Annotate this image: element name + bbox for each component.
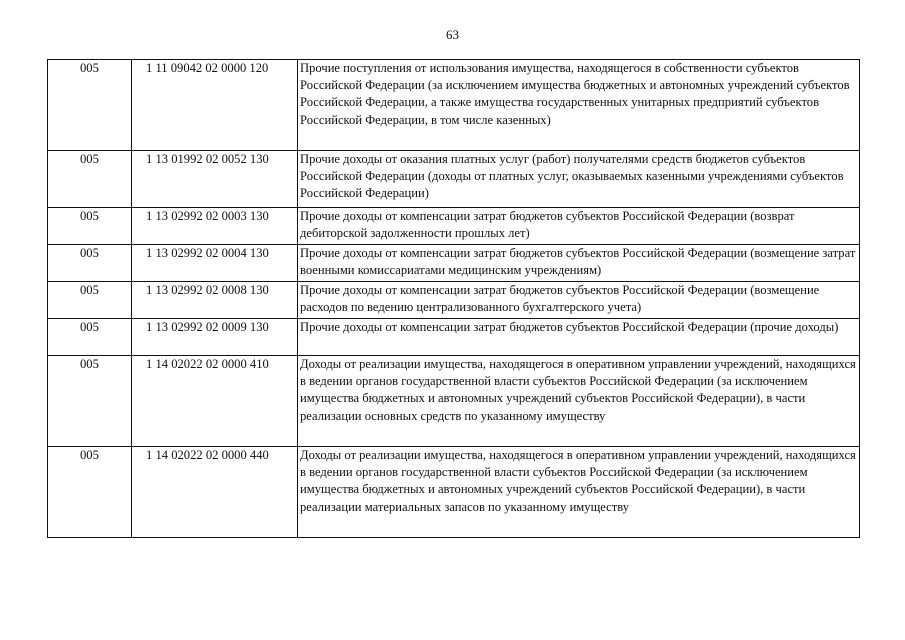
admin-code-cell: 005	[48, 356, 132, 447]
table-row	[48, 60, 860, 151]
description-cell: Прочие доходы от компенсации затрат бюджетов субъектов Российской Федерации (возмещение расходов по ведению централизованного бухгалтерского учета)	[298, 282, 860, 319]
admin-code-cell: 005	[48, 245, 132, 282]
admin-code-cell: 005	[48, 60, 132, 151]
table-row	[48, 208, 860, 245]
budget-code-cell: 1 13 01992 02 0052 130	[132, 151, 298, 208]
table-row	[48, 319, 860, 356]
description-cell: Доходы от реализации имущества, находящегося в оперативном управлении учреждений, находящихся в ведении органов государственной власти субъектов Российской Федерации (за исключением имущества бюджетных и автономных учреждений субъектов Российской Федерации), в части реализации основных средств по указанному имуществу	[298, 356, 860, 447]
budget-code-cell: 1 13 02992 02 0009 130	[132, 319, 298, 356]
table-row	[48, 151, 860, 208]
revenue-codes-table	[47, 59, 860, 538]
page-number: 63	[446, 27, 459, 42]
table-row	[48, 245, 860, 282]
description-cell: Прочие доходы от компенсации затрат бюджетов субъектов Российской Федерации (прочие доходы)	[298, 319, 860, 356]
description-cell: Прочие поступления от использования имущества, находящегося в собственности субъектов Российской Федерации (за исключением имущества бюджетных и автономных учреждений субъектов Российской Федерации, а также имущества государственных унитарных предприятий субъектов Российской Федерации, в том числе казенных)	[298, 60, 860, 151]
table-row	[48, 447, 860, 538]
budget-code-cell: 1 14 02022 02 0000 440	[132, 447, 298, 538]
description-cell: Прочие доходы от компенсации затрат бюджетов субъектов Российской Федерации (возврат дебиторской задолженности прошлых лет)	[298, 208, 860, 245]
description-cell: Прочие доходы от компенсации затрат бюджетов субъектов Российской Федерации (возмещение затрат военными комиссариатами медицинским учреждениям)	[298, 245, 860, 282]
admin-code-cell: 005	[48, 208, 132, 245]
admin-code-cell: 005	[48, 319, 132, 356]
budget-code-cell: 1 14 02022 02 0000 410	[132, 356, 298, 447]
budget-code-cell: 1 13 02992 02 0008 130	[132, 282, 298, 319]
budget-code-cell: 1 13 02992 02 0004 130	[132, 245, 298, 282]
description-cell: Прочие доходы от оказания платных услуг (работ) получателями средств бюджетов субъектов Российской Федерации (доходы от платных услуг, оказываемых казенными учреждениями субъектов Российской Федерации)	[298, 151, 860, 208]
admin-code-cell: 005	[48, 151, 132, 208]
table-row	[48, 356, 860, 447]
budget-code-cell: 1 11 09042 02 0000 120	[132, 60, 298, 151]
admin-code-cell: 005	[48, 447, 132, 538]
admin-code-cell: 005	[48, 282, 132, 319]
table-row	[48, 282, 860, 319]
description-cell: Доходы от реализации имущества, находящегося в оперативном управлении учреждений, находящихся в ведении органов государственной власти субъектов Российской Федерации (за исключением имущества бюджетных и автономных учреждений субъектов Российской Федерации), в части реализации материальных запасов по указанному имуществу	[298, 447, 860, 538]
budget-code-cell: 1 13 02992 02 0003 130	[132, 208, 298, 245]
